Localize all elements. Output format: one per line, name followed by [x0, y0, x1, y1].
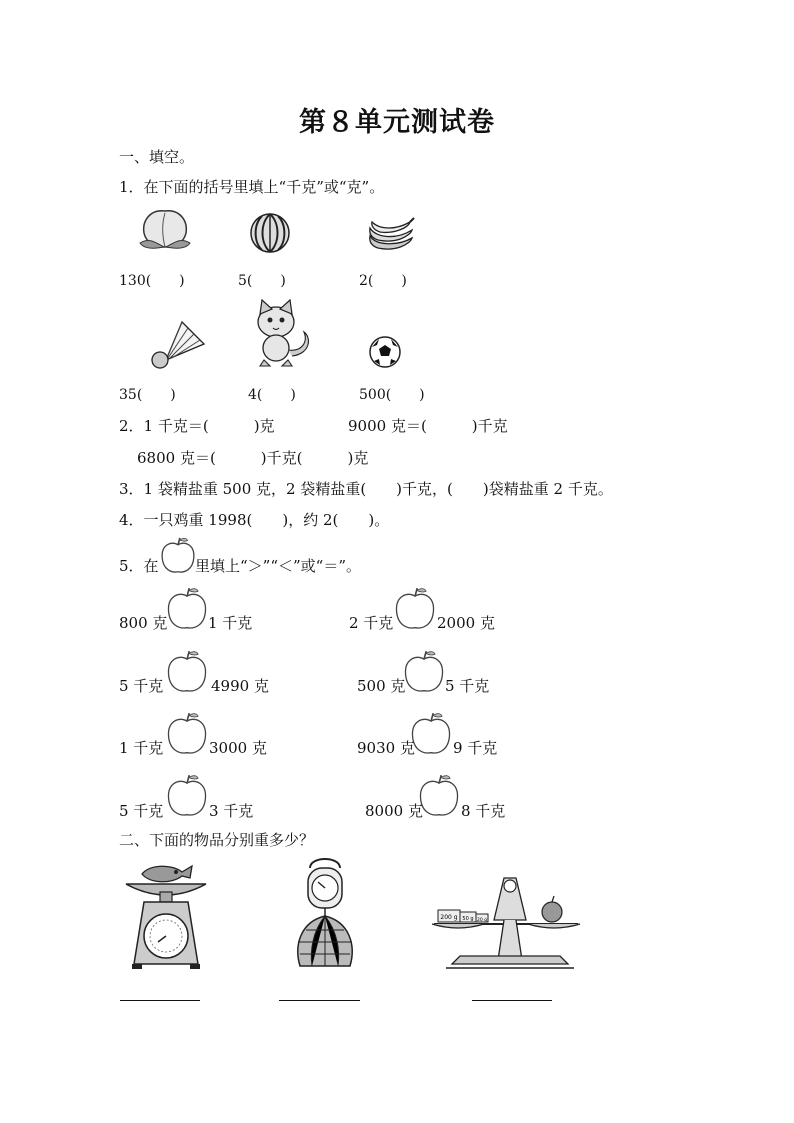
compare-left-8: 8000 克 [365, 802, 423, 820]
compare-left-6: 9030 克 [357, 739, 415, 757]
compare-right-5: 3000 克 [209, 739, 267, 757]
compare-left-3: 5 千克 [119, 677, 164, 695]
apple-leaf [189, 714, 198, 717]
page-title: 第８单元测试卷 [299, 107, 495, 138]
shuttlecock-icon [146, 316, 208, 368]
answer-blank-1[interactable] [120, 1000, 200, 1001]
hanging-scale-icon [290, 856, 360, 970]
cat-icon [250, 298, 316, 368]
q1-item-shuttlecock: 35( ) [119, 387, 176, 403]
apple-icon [166, 771, 208, 817]
question-4: 4．一只鸡重 1998( )，约 2( )。 [119, 511, 390, 529]
compare-right-8: 8 千克 [461, 802, 506, 820]
compare-left-4: 500 克 [357, 677, 406, 695]
q1-item-peach: 130( ) [119, 273, 185, 289]
apple-icon [166, 647, 208, 693]
q1-item-bananas: 2( ) [359, 273, 407, 289]
compare-right-3: 4990 克 [211, 677, 269, 695]
q1-item-soccer-ball: 500( ) [359, 387, 425, 403]
apple-icon [410, 709, 452, 755]
compare-right-6: 9 千克 [453, 739, 498, 757]
apple-outline [168, 594, 205, 628]
answer-blank-2[interactable] [279, 1000, 360, 1001]
apple-icon [403, 647, 445, 693]
apple-leaf [180, 538, 188, 541]
apple-leaf [441, 776, 450, 779]
apple-outline [405, 657, 442, 691]
apple-icon [166, 584, 208, 630]
watermelon-icon [248, 211, 292, 255]
weight-label-3: 20 g [476, 918, 488, 923]
compare-right-4: 5 千克 [445, 677, 490, 695]
balance-scale-icon [432, 864, 580, 972]
apple-leaf [189, 589, 198, 592]
compare-right-2: 2000 克 [437, 614, 495, 632]
apple-outline [168, 781, 205, 815]
peach-icon [136, 203, 194, 251]
weight-label-1: 200 g [440, 914, 458, 921]
apple-outline [168, 719, 205, 753]
answer-blank-3[interactable] [472, 1000, 552, 1001]
apple-outline [168, 657, 205, 691]
apple-leaf [426, 652, 435, 655]
compare-right-1: 1 千克 [208, 614, 253, 632]
question-1-prompt: 1．在下面的括号里填上“千克”或“克”。 [119, 178, 385, 196]
apple-leaf [417, 589, 426, 592]
compare-left-7: 5 千克 [119, 802, 164, 820]
apple-leaf [189, 652, 198, 655]
question-3: 3．1 袋精盐重 500 克，2 袋精盐重( )千克，( )袋精盐重 2 千克。 [119, 480, 613, 498]
q1-item-cat: 4( ) [248, 387, 296, 403]
weight-label-2: 50 g [462, 916, 474, 922]
section-1-heading: 一、填空。 [119, 148, 195, 166]
apple-icon [160, 534, 196, 574]
apple-leaf [189, 776, 198, 779]
apple-icon [166, 709, 208, 755]
question-2a: 2．1 千克＝( )克 [119, 417, 275, 435]
question-5-suffix: 里填上“＞”“＜”或“＝”。 [195, 557, 362, 575]
compare-left-5: 1 千克 [119, 739, 164, 757]
apple-outline [396, 594, 433, 628]
question-5-prefix: 5．在 [119, 557, 159, 575]
apple-outline [412, 719, 449, 753]
question-2b: 9000 克＝( )千克 [348, 417, 508, 435]
apple-icon [418, 771, 460, 817]
compare-left-2: 2 千克 [349, 614, 394, 632]
fish-on-scale-icon [120, 862, 212, 972]
soccer-ball-icon [368, 335, 402, 369]
apple-outline [162, 543, 194, 572]
section-2-heading: 二、下面的物品分别重多少？ [119, 831, 315, 849]
compare-left-1: 800 克 [119, 614, 168, 632]
compare-right-7: 3 千克 [209, 802, 254, 820]
apple-icon [394, 584, 436, 630]
q1-item-watermelon: 5( ) [238, 273, 286, 289]
apple-leaf [433, 714, 442, 717]
apple-outline [420, 781, 457, 815]
question-2c: 6800 克＝( )千克( )克 [137, 449, 369, 467]
bananas-icon [366, 214, 416, 254]
